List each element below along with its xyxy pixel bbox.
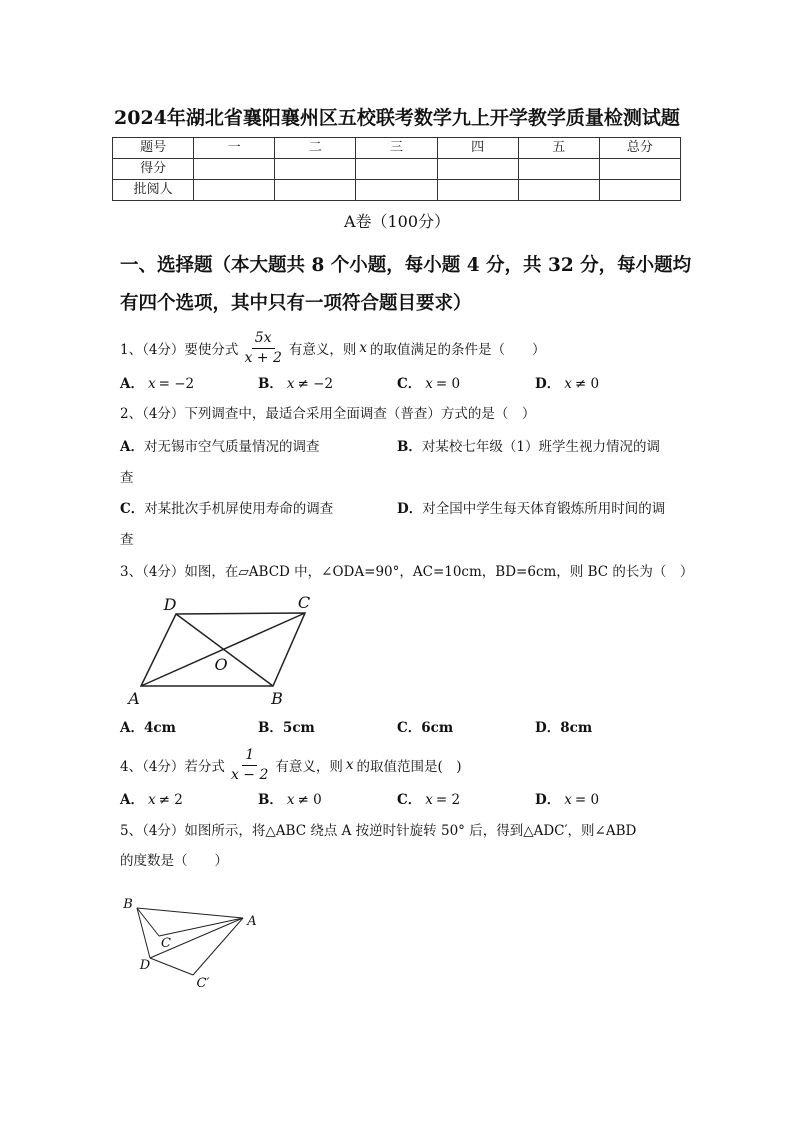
segment-dc-prime xyxy=(150,958,193,975)
grader-cell xyxy=(356,180,437,201)
option-wrap-text: 查 xyxy=(120,470,134,486)
option-a xyxy=(120,374,258,394)
math-variable: x xyxy=(147,792,156,808)
option-label: A． xyxy=(120,376,144,392)
fraction-numerator: 1 xyxy=(242,747,257,766)
math-variable: x xyxy=(359,340,367,356)
option-expr: = 0 xyxy=(574,792,600,808)
fraction xyxy=(228,747,271,784)
header-cell: 一 xyxy=(194,138,275,159)
option-c xyxy=(397,790,535,810)
vertex-label-c: C xyxy=(161,936,171,951)
math-variable: x xyxy=(425,792,433,808)
vertex-label-b: B xyxy=(123,897,133,912)
math-variable: x xyxy=(147,376,156,392)
score-table xyxy=(112,137,681,201)
diagonal-bd xyxy=(176,614,273,686)
segment-c-prime-a xyxy=(193,918,243,975)
option-text: 5cm xyxy=(282,720,315,736)
section-heading-line: 一、选择题（本大题共 8 个小题，每小题 4 分，共 32 分，每小题均 xyxy=(120,255,692,276)
option-a xyxy=(120,437,397,457)
score-row xyxy=(113,159,681,180)
option-label: D． xyxy=(535,720,561,736)
score-cell xyxy=(599,159,680,180)
option-expr: = 0 xyxy=(435,376,461,392)
parallelogram-figure xyxy=(120,590,320,710)
vertex-label-d: D xyxy=(139,958,151,973)
math-variable: x xyxy=(345,757,354,773)
option-b xyxy=(258,790,397,810)
score-table-header-row xyxy=(113,138,681,159)
header-cell: 四 xyxy=(437,138,518,159)
stem-text: 的取值范围是( ) xyxy=(356,759,462,775)
grader-cell xyxy=(599,180,680,201)
question-3-stem: 3、（4分）如图，在▱ABCD 中，∠ODA=90°，AC=10cm，BD=6cm，则 BC 的长为（ ） xyxy=(120,564,694,580)
option-expr: = 2 xyxy=(435,792,461,808)
option-d xyxy=(535,790,680,810)
grader-cell xyxy=(518,180,599,201)
option-expr: = −2 xyxy=(158,376,195,392)
header-cell: 总分 xyxy=(599,138,680,159)
vertex-label-a: A xyxy=(128,689,140,708)
option-label: B． xyxy=(397,439,422,455)
option-d xyxy=(535,718,680,738)
fraction xyxy=(241,330,284,367)
option-text: 对全国中学生每天体育锻炼所用时间的调 xyxy=(422,501,666,517)
question-3-options xyxy=(120,718,680,738)
score-cell xyxy=(275,159,356,180)
stem-text: 的取值满足的条件是（ ） xyxy=(370,342,546,358)
header-cell: 题号 xyxy=(113,138,194,159)
option-label: D． xyxy=(535,792,561,808)
option-label: D． xyxy=(535,376,561,392)
question-1-options xyxy=(120,374,680,394)
option-label: C． xyxy=(120,501,145,517)
question-2-options-row-2 xyxy=(120,499,680,519)
option-label: A． xyxy=(120,439,144,455)
option-c xyxy=(120,499,397,519)
math-variable: x xyxy=(425,376,433,392)
row-label: 批阅人 xyxy=(113,180,194,201)
segment-ab xyxy=(137,908,243,918)
option-d xyxy=(397,499,680,519)
option-label: A． xyxy=(120,720,144,736)
section-heading-line: 有四个选项，其中只有一项符合题目要求） xyxy=(120,293,472,314)
question-5-stem: 的度数是（ ） xyxy=(120,853,228,869)
question-4-stem xyxy=(120,746,462,784)
header-cell: 三 xyxy=(356,138,437,159)
option-d xyxy=(535,374,680,394)
header-cell: 五 xyxy=(518,138,599,159)
stem-text: 4、（4分）若分式 xyxy=(120,759,225,775)
question-4-options xyxy=(120,790,680,810)
vertex-label-b: B xyxy=(271,689,283,708)
option-label: B． xyxy=(258,720,283,736)
math-variable: x xyxy=(564,792,572,808)
option-b xyxy=(397,437,680,457)
option-text: 8cm xyxy=(560,720,593,736)
fraction-denominator: x − 2 xyxy=(230,766,269,783)
option-a xyxy=(120,790,258,810)
fraction-denominator: x + 2 xyxy=(244,349,282,366)
option-b xyxy=(258,718,397,738)
option-expr: ≠ 0 xyxy=(297,792,322,808)
grader-cell xyxy=(437,180,518,201)
question-5-stem: 5、（4分）如图所示，将△ABC 绕点 A 按逆时针旋转 50° 后，得到△ADC′，则∠ABD xyxy=(120,823,637,839)
score-cell xyxy=(356,159,437,180)
option-label: D． xyxy=(397,501,423,517)
option-text: 对某校七年级（1）班学生视力情况的调 xyxy=(421,439,661,455)
option-c xyxy=(397,374,535,394)
option-a xyxy=(120,718,258,738)
option-c xyxy=(397,718,535,738)
option-expr: ≠ 2 xyxy=(158,792,183,808)
math-variable: x xyxy=(564,376,572,392)
option-label: C． xyxy=(397,720,422,736)
vertex-label-d: D xyxy=(163,595,177,614)
grader-row xyxy=(113,180,681,201)
vertex-label-a: A xyxy=(247,914,257,929)
segment-ca xyxy=(159,918,243,936)
option-text: 对无锡市空气质量情况的调查 xyxy=(143,439,320,455)
fraction-numerator: 5x xyxy=(252,330,275,349)
math-variable: x xyxy=(286,376,295,392)
score-cell xyxy=(194,159,275,180)
option-label: B． xyxy=(258,376,283,392)
vertex-label-o: O xyxy=(214,655,228,674)
exam-title: 2024年湖北省襄阳襄州区五校联考数学九上开学教学质量检测试题 xyxy=(114,107,680,129)
header-cell: 二 xyxy=(275,138,356,159)
vertex-label-c: C xyxy=(297,593,311,612)
option-text: 6cm xyxy=(421,720,454,736)
option-label: C． xyxy=(397,792,422,808)
math-variable: x xyxy=(286,792,295,808)
option-label: C． xyxy=(397,376,422,392)
row-label: 得分 xyxy=(113,159,194,180)
option-b xyxy=(258,374,397,394)
rotation-figure xyxy=(118,893,268,993)
volume-title: A卷（100分） xyxy=(343,212,451,231)
vertex-label-c-prime: C′ xyxy=(196,976,210,991)
option-label: B． xyxy=(258,792,283,808)
stem-text: 有意义，则 xyxy=(288,342,357,358)
option-expr: ≠ −2 xyxy=(297,376,334,392)
grader-cell xyxy=(275,180,356,201)
option-wrap-text: 查 xyxy=(120,532,134,548)
score-cell xyxy=(518,159,599,180)
grader-cell xyxy=(194,180,275,201)
question-2-stem: 2、（4分）下列调查中，最适合采用全面调查（普查）方式的是（ ） xyxy=(120,406,536,422)
option-text: 对某批次手机屏使用寿命的调查 xyxy=(144,501,334,517)
question-2-options-row-1 xyxy=(120,437,680,457)
stem-text: 有意义，则 xyxy=(275,759,343,775)
option-expr: ≠ 0 xyxy=(574,376,600,392)
option-text: 4cm xyxy=(143,720,176,736)
question-1-stem xyxy=(120,329,546,367)
option-label: A． xyxy=(120,792,144,808)
stem-text: 1、（4分）要使分式 xyxy=(120,342,239,358)
score-cell xyxy=(437,159,518,180)
